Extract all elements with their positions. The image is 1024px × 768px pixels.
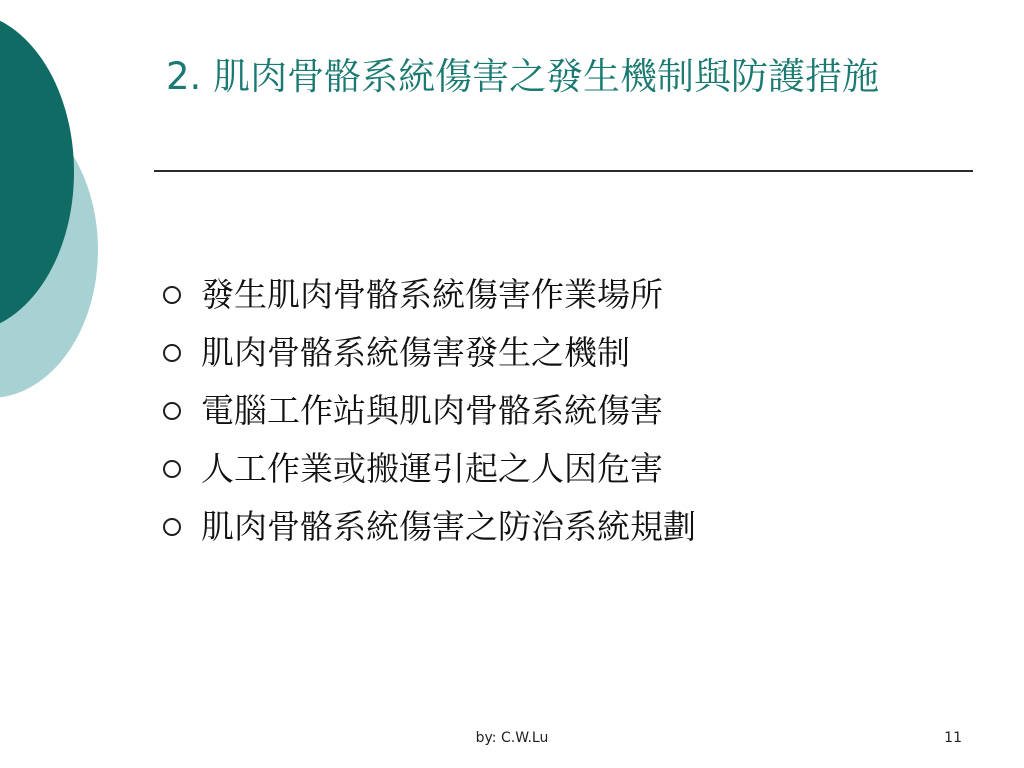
bullet-circle-icon <box>163 460 181 478</box>
bullet-item <box>163 498 696 556</box>
title-divider <box>154 170 973 172</box>
bullet-item <box>163 266 696 324</box>
bullet-list <box>163 266 696 556</box>
bullet-item <box>163 382 696 440</box>
decorative-circles <box>0 0 120 420</box>
bullet-circle-icon <box>163 518 181 536</box>
bullet-item <box>163 324 696 382</box>
bullet-text: 電腦工作站與肌肉骨骼系統傷害 <box>201 391 663 430</box>
bullet-item <box>163 440 696 498</box>
page-number: 11 <box>944 730 962 746</box>
bullet-text: 人工作業或搬運引起之人因危害 <box>201 449 663 488</box>
bullet-text: 肌肉骨骼系統傷害發生之機制 <box>201 333 630 372</box>
slide-title: 2. 肌肉骨骼系統傷害之發生機制與防護措施 <box>166 55 880 98</box>
bullet-circle-icon <box>163 402 181 420</box>
bullet-circle-icon <box>163 286 181 304</box>
bullet-circle-icon <box>163 344 181 362</box>
bullet-text: 肌肉骨骼系統傷害之防治系統規劃 <box>201 507 696 546</box>
bullet-text: 發生肌肉骨骼系統傷害作業場所 <box>201 275 663 314</box>
footer-author: by: C.W.Lu <box>475 730 549 746</box>
